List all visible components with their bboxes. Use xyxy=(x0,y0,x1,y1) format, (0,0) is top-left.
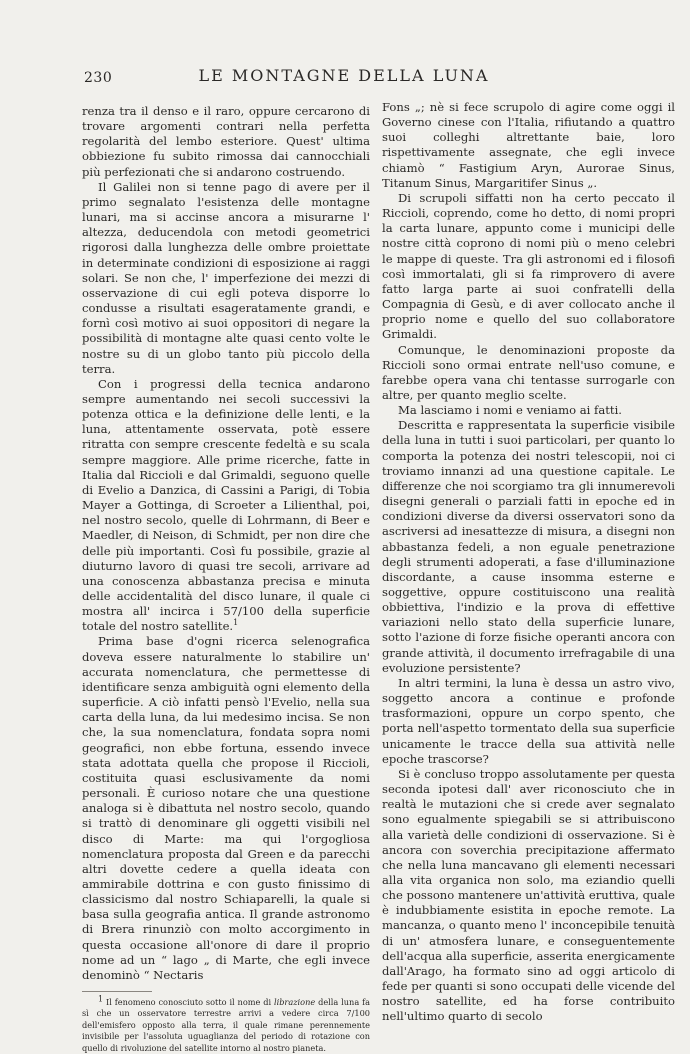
paragraph: Descritta e rappresentata la superficie visibile della luna in tutti i suoi particolari, per quanto lo comporta la potenza dei nostri telescopii, noi ci troviamo innanzi ad una questione capitale. Le differenze che noi scorgiamo tra gli innumerevoli disegni generali o parziali fatti in epoche ed in condizioni diverse da diversi osservatori sono da ascriversi ad inesattezze di misura, a disegni non abbastanza fedeli, a non eguale penetrazione degli strumenti adoperati, a fase d'illuminazione discordante, a cause insomma esterne e soggettive, oppure costituiscono una realità obbiettiva, l'indizio e la prova di effettive variazioni nello stato della superficie lunare, sotto l'azione di forze fisiche operanti ancora con grande attività, il documento irrefragabile di una evoluzione persistente? xyxy=(382,418,675,675)
paragraph: Il Galilei non si tenne pago di avere per il primo segnalato l'esistenza delle montagne lunari, ma si accinse ancora a misurarne l' altezza, deducendola con metodi geometrici rigorosi dalla lunghezza delle ombre proiettate in determinate condizioni di esposizione ai raggi solari. Se non che, l' imperfezione dei mezzi di osservazione di cui egli poteva disporre lo condusse a risultati esageratamente grandi, e fornì così motivo ai suoi oppositori di negare la possibilità di montagne alte quasi cento volte le nostre su di un globo tanto più piccolo della terra. xyxy=(82,179,370,376)
paragraph xyxy=(82,377,370,635)
paragraph: Fons „; nè si fece scrupolo di agire come oggi il Governo cinese con l'Italia, rifiutando a quattro suoi colleghi altrettante baie, loro rispettivamente assegnate, che egli invece chiamò “ Fastigium Aryn, Aurorae Sinus, Titanum Sinus, Margaritifer Sinus „. xyxy=(382,100,675,190)
paragraph: Comunque, le denominazioni proposte da Riccioli sono ormai entrate nell'uso comune, e farebbe opera vana chi tentasse surrogarle con altre, per quanto meglio scelte. xyxy=(382,342,675,402)
footnote-mark: 1 xyxy=(98,994,104,1004)
paragraph-text: Con i progressi della tecnica andarono sempre aumentando nei secoli successivi la potenza ottica e la definizione delle lenti, e la luna, attentamente osservata, potè essere ritratta con sempre crescente fedeltà e su scala sempre maggiore. Alle prime ricerche, fatte in Italia dal Riccioli e dal Grimaldi, seguono quelle di Evelio a Danzica, di Cassini a Parigi, di Tobia Mayer a Gottinga, di Scroeter a Lilienthal, poi, nel nostro secolo, quelle di Lohrmann, di Beer e Maedler, di Neison, di Schmidt, per non dire che delle più importanti. Così fu possibile, grazie al diuturno lavoro di quasi tre secoli, arrivare ad una conoscenza abbastanza precisa e minuta delle accidentalità del disco lunare, il quale ci mostra all' incirca i 57/100 della superficie totale del nostro satellite. xyxy=(82,376,370,634)
page-number: 230 xyxy=(84,70,113,86)
right-column xyxy=(382,100,675,1025)
paragraph: In altri termini, la luna è dessa un astro vivo, soggetto ancora a continue e profonde trasformazioni, oppure un corpo spento, che porta nell'aspetto tormentato della sua superficie unicamente le tracce della sua attività nelle epoche trascorse? xyxy=(382,675,675,766)
paragraph: renza tra il denso e il raro, oppure cercarono di trovare argomenti contrari nella perfetta regolarità del lembo esteriore. Quest' ultima obbiezione fu subito rimossa dai cannocchiali più perfezionati che si andarono costruendo. xyxy=(82,104,370,179)
left-column xyxy=(82,104,370,1054)
footnote xyxy=(82,994,370,1054)
footnote-divider xyxy=(82,991,152,992)
footnote-text-after: della luna fa sì che un osservatore terrestre arrivi a vedere circa 7/100 dell'emisfero opposto alla terra, il quale rimane perennemente invisibile per l'assoluta uguaglianza del periodo di rotazione con quello di rivoluzione del satellite intorno al nostro pianeta. xyxy=(82,997,370,1053)
paragraph: Ma lasciamo i nomi e veniamo ai fatti. xyxy=(398,403,622,418)
running-title: LE MONTAGNE DELLA LUNA xyxy=(198,66,490,85)
footnote-text-before: Il fenomeno conosciuto sotto il nome di xyxy=(105,997,274,1008)
paragraph: Prima base d'ogni ricerca selenografica doveva essere naturalmente lo stabilire un' accurata nomenclatura, che permettesse di identificare senza ambiguità ogni elemento della superficie. A ciò infatti pensò l'Evelio, nella sua carta della luna, da lui medesimo incisa. Se non che, la sua nomenclatura, fondata sopra nomi geografici, non ebbe fortuna, essendo invece stata adottata quella che propose il Riccioli, costituita quasi esclusivamente da nomi personali. È curioso notare che una questione analoga si è dibattuta nel nostro secolo, quando si trattò di denominare gli oggetti visibili nel disco di Marte: ma qui l'orgogliosa nomenclatura proposta dal Green e da parecchi altri dovette cedere a quella ideata con ammirabile dottrina e con gusto finissimo di classicismo dal nostro Schiaparelli, la quale si basa sulla geografia antica. Il grande astronomo di Brera rinunziò con molto accorgimento in questa occasione all'onore di dare il proprio nome ad un “ lago „ di Marte, che egli invece denominò “ Nectaris xyxy=(82,634,370,982)
footnote-reference[interactable]: 1 xyxy=(233,618,239,628)
footnote-term: librazione xyxy=(273,997,316,1008)
page-header xyxy=(84,66,604,88)
paragraph: Di scrupoli siffatti non ha certo peccato il Riccioli, coprendo, come ho detto, di nomi propri la carta lunare, appunto come i municipi delle nostre città coprono di nomi più o meno celebri le mappe di queste. Tra gli astronomi ed i filosofi così immortalati, gli si fa rimprovero di avere fatto larga parte ai suoi confratelli della Compagnia di Gesù, e di aver collocato anche il proprio nome e quello del suo collaboratore Grimaldi. xyxy=(382,190,675,342)
paragraph: Si è concluso troppo assolutamente per questa seconda ipotesi dall' aver riconosciuto che in realtà le mutazioni che si crede aver segnalato sono egualmente spiegabili se si attribuiscono alla varietà delle condizioni di osservazione. Si è ancora con soverchia precipitazione affermato che nella luna mancavano gli elementi necessari alla vita organica non solo, ma eziandio quelli che possono mantenere un'attività eruttiva, quale è indubbiamente esistita in epoche remote. La mancanza, o quanto meno l' inconcepibile tenuità di un' atmosfera lunare, e conseguentemente dell'acqua alla superficie, asserita energicamente dall'Arago, ha formato sino ad oggi articolo di fede per quanti si sono occupati delle vicende del nostro satellite, ed ha forse contribuito nell'ultimo quarto di secolo xyxy=(382,766,675,1024)
